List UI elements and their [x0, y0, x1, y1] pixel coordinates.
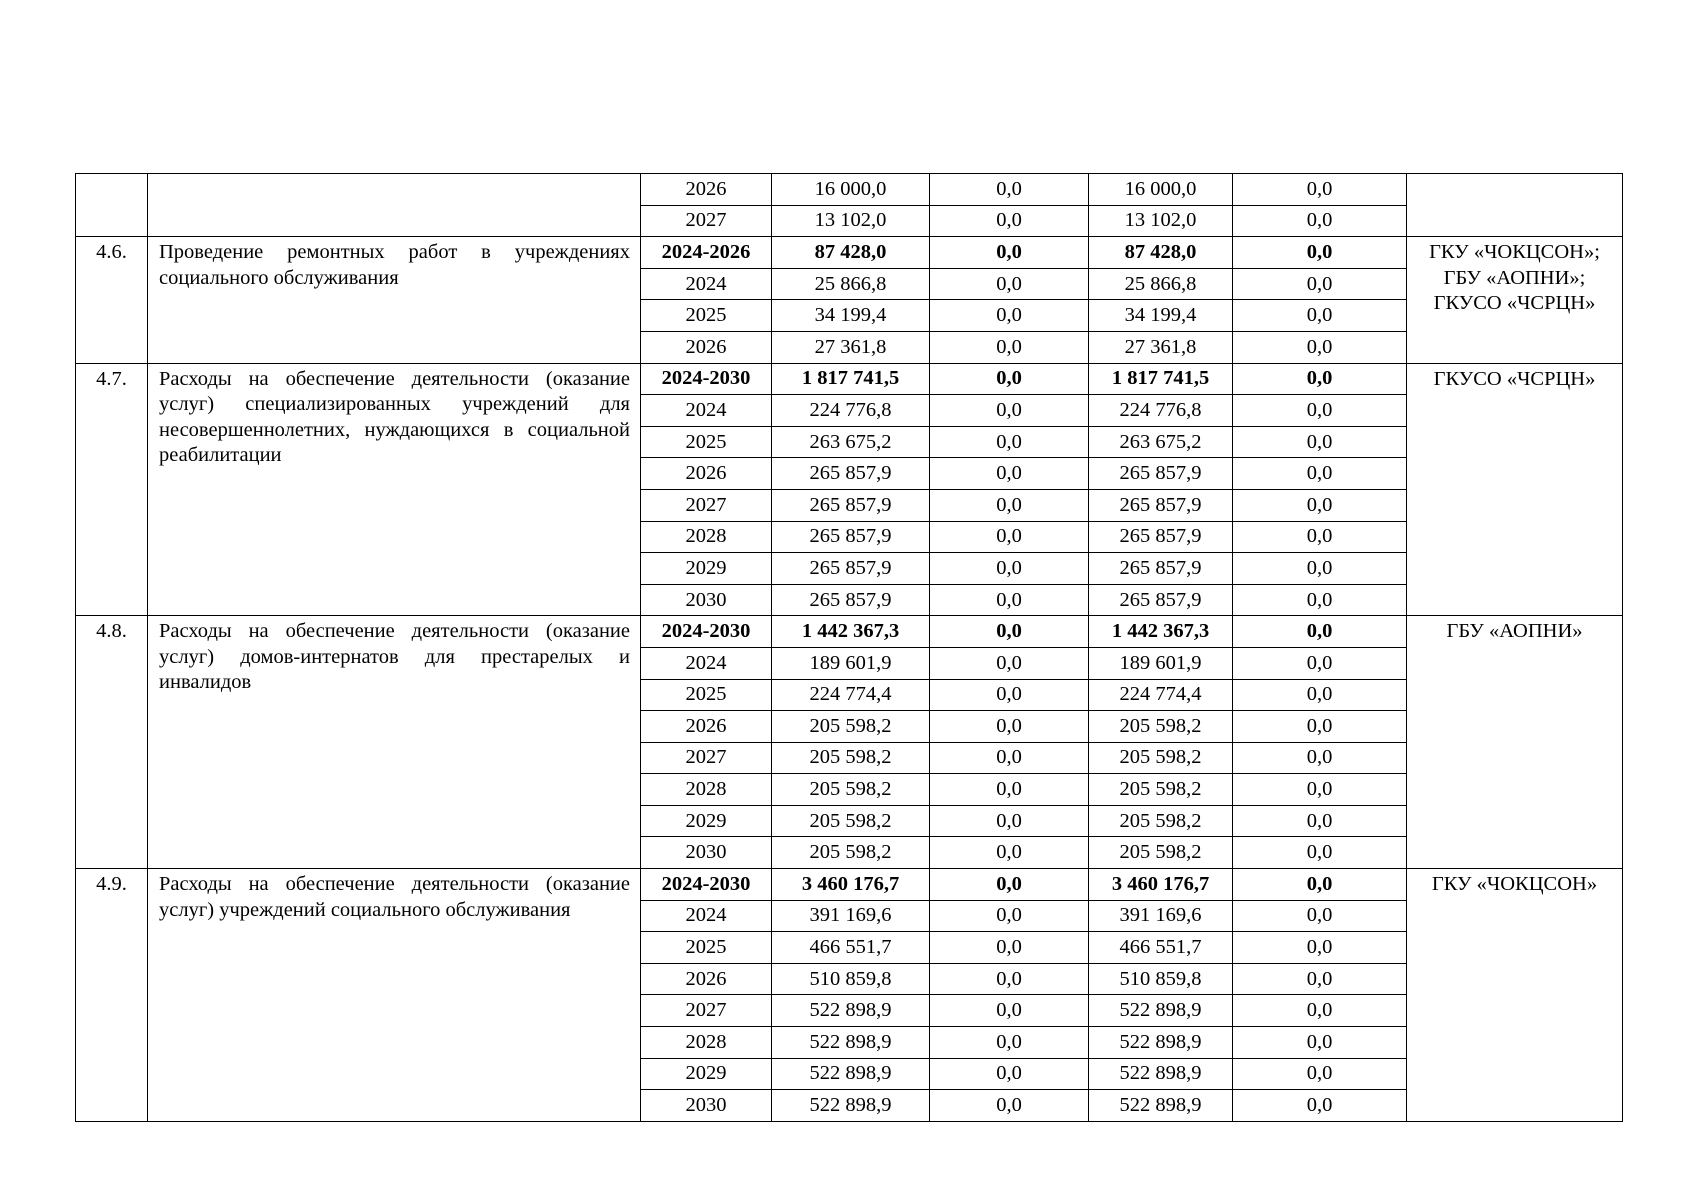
funding-source-2-cell: 205 598,2: [1089, 837, 1233, 869]
funding-source-1-cell: 0,0: [930, 995, 1089, 1027]
funding-source-1-cell: 0,0: [930, 742, 1089, 774]
funding-source-1-cell: 0,0: [930, 711, 1089, 743]
total-amount-cell: 265 857,9: [772, 458, 930, 490]
funding-source-3-cell: 0,0: [1233, 1090, 1407, 1122]
funding-source-2-cell: 205 598,2: [1089, 742, 1233, 774]
funding-source-2-cell: 1 817 741,5: [1089, 363, 1233, 395]
funding-source-1-cell: 0,0: [930, 426, 1089, 458]
total-amount-cell: 522 898,9: [772, 1058, 930, 1090]
executor-cell: ГБУ «АОПНИ»: [1407, 616, 1623, 869]
funding-source-1-cell: 0,0: [930, 237, 1089, 269]
funding-source-3-cell: 0,0: [1233, 774, 1407, 806]
total-amount-cell: 522 898,9: [772, 1027, 930, 1059]
funding-source-2-cell: 16 000,0: [1089, 174, 1233, 206]
funding-source-1-cell: 0,0: [930, 395, 1089, 427]
total-amount-cell: 1 442 367,3: [772, 616, 930, 648]
executor-cell: ГКУСО «ЧСРЦН»: [1407, 363, 1623, 616]
funding-source-3-cell: 0,0: [1233, 205, 1407, 237]
funding-source-2-cell: 1 442 367,3: [1089, 616, 1233, 648]
funding-source-1-cell: 0,0: [930, 774, 1089, 806]
total-amount-cell: 224 776,8: [772, 395, 930, 427]
total-amount-cell: 205 598,2: [772, 837, 930, 869]
total-amount-cell: 510 859,8: [772, 963, 930, 995]
period-cell: 2025: [641, 679, 772, 711]
period-cell: 2028: [641, 774, 772, 806]
funding-source-2-cell: 265 857,9: [1089, 553, 1233, 585]
period-cell: 2027: [641, 742, 772, 774]
period-cell: 2024: [641, 647, 772, 679]
total-amount-cell: 25 866,8: [772, 268, 930, 300]
funding-source-1-cell: 0,0: [930, 1058, 1089, 1090]
item-number-cell: 4.8.: [76, 616, 148, 869]
total-amount-cell: 16 000,0: [772, 174, 930, 206]
funding-source-1-cell: 0,0: [930, 300, 1089, 332]
period-cell: 2024-2030: [641, 363, 772, 395]
item-description-cell: Проведение ремонтных работ в учреждениях социального обслуживания: [148, 237, 641, 363]
funding-source-2-cell: 224 776,8: [1089, 395, 1233, 427]
funding-source-1-cell: 0,0: [930, 584, 1089, 616]
funding-source-3-cell: 0,0: [1233, 331, 1407, 363]
funding-source-3-cell: 0,0: [1233, 300, 1407, 332]
table-row: [76, 616, 1623, 648]
item-description-cell: Расходы на обеспечение деятельности (оказание услуг) учреждений социального обслуживания: [148, 869, 641, 1122]
table-row: [76, 174, 1623, 206]
funding-source-1-cell: 0,0: [930, 837, 1089, 869]
funding-source-3-cell: 0,0: [1233, 395, 1407, 427]
funding-source-3-cell: 0,0: [1233, 647, 1407, 679]
funding-source-2-cell: 87 428,0: [1089, 237, 1233, 269]
total-amount-cell: 205 598,2: [772, 805, 930, 837]
funding-source-1-cell: 0,0: [930, 363, 1089, 395]
period-cell: 2024-2026: [641, 237, 772, 269]
period-cell: 2030: [641, 837, 772, 869]
total-amount-cell: 224 774,4: [772, 679, 930, 711]
total-amount-cell: 205 598,2: [772, 774, 930, 806]
period-cell: 2027: [641, 489, 772, 521]
total-amount-cell: 13 102,0: [772, 205, 930, 237]
table-row: [76, 869, 1623, 901]
total-amount-cell: 189 601,9: [772, 647, 930, 679]
period-cell: 2025: [641, 932, 772, 964]
funding-source-3-cell: 0,0: [1233, 174, 1407, 206]
funding-source-3-cell: 0,0: [1233, 837, 1407, 869]
total-amount-cell: 265 857,9: [772, 553, 930, 585]
funding-source-2-cell: 189 601,9: [1089, 647, 1233, 679]
funding-source-2-cell: 205 598,2: [1089, 711, 1233, 743]
funding-source-2-cell: 224 774,4: [1089, 679, 1233, 711]
funding-source-3-cell: 0,0: [1233, 553, 1407, 585]
funding-source-1-cell: 0,0: [930, 805, 1089, 837]
budget-table-body: [76, 174, 1623, 1122]
funding-source-2-cell: 34 199,4: [1089, 300, 1233, 332]
period-cell: 2024: [641, 900, 772, 932]
funding-source-2-cell: 205 598,2: [1089, 805, 1233, 837]
total-amount-cell: 27 361,8: [772, 331, 930, 363]
funding-source-3-cell: 0,0: [1233, 268, 1407, 300]
funding-source-1-cell: 0,0: [930, 205, 1089, 237]
item-number-cell: 4.9.: [76, 869, 148, 1122]
period-cell: 2025: [641, 426, 772, 458]
total-amount-cell: 466 551,7: [772, 932, 930, 964]
period-cell: 2026: [641, 174, 772, 206]
funding-source-3-cell: 0,0: [1233, 679, 1407, 711]
period-cell: 2026: [641, 963, 772, 995]
funding-source-3-cell: 0,0: [1233, 963, 1407, 995]
funding-source-3-cell: 0,0: [1233, 237, 1407, 269]
funding-source-1-cell: 0,0: [930, 963, 1089, 995]
funding-source-3-cell: 0,0: [1233, 584, 1407, 616]
executor-cell: ГКУ «ЧОКЦСОН»; ГБУ «АОПНИ»; ГКУСО «ЧСРЦН»: [1407, 237, 1623, 363]
item-description-cell: Расходы на обеспечение деятельности (оказание услуг) специализированных учреждений для несовершеннолетних, нуждающихся в социальной реабилитации: [148, 363, 641, 616]
period-cell: 2028: [641, 1027, 772, 1059]
funding-source-2-cell: 3 460 176,7: [1089, 869, 1233, 901]
funding-source-1-cell: 0,0: [930, 932, 1089, 964]
funding-source-2-cell: 510 859,8: [1089, 963, 1233, 995]
total-amount-cell: 522 898,9: [772, 995, 930, 1027]
funding-source-1-cell: 0,0: [930, 1090, 1089, 1122]
item-description-cell: Расходы на обеспечение деятельности (оказание услуг) домов-интернатов для престарелых и инвалидов: [148, 616, 641, 869]
funding-source-3-cell: 0,0: [1233, 805, 1407, 837]
total-amount-cell: 263 675,2: [772, 426, 930, 458]
period-cell: 2026: [641, 711, 772, 743]
total-amount-cell: 3 460 176,7: [772, 869, 930, 901]
total-amount-cell: 34 199,4: [772, 300, 930, 332]
funding-source-3-cell: 0,0: [1233, 711, 1407, 743]
total-amount-cell: 265 857,9: [772, 584, 930, 616]
executor-cell: [1407, 174, 1623, 237]
period-cell: 2029: [641, 553, 772, 585]
funding-source-2-cell: 522 898,9: [1089, 1090, 1233, 1122]
total-amount-cell: 391 169,6: [772, 900, 930, 932]
period-cell: 2024-2030: [641, 616, 772, 648]
funding-source-1-cell: 0,0: [930, 869, 1089, 901]
period-cell: 2030: [641, 1090, 772, 1122]
total-amount-cell: 205 598,2: [772, 711, 930, 743]
funding-source-2-cell: 263 675,2: [1089, 426, 1233, 458]
funding-source-1-cell: 0,0: [930, 900, 1089, 932]
funding-source-2-cell: 265 857,9: [1089, 489, 1233, 521]
period-cell: 2026: [641, 331, 772, 363]
funding-source-3-cell: 0,0: [1233, 900, 1407, 932]
period-cell: 2029: [641, 805, 772, 837]
budget-table: [75, 173, 1623, 1122]
funding-source-3-cell: 0,0: [1233, 742, 1407, 774]
period-cell: 2026: [641, 458, 772, 490]
funding-source-3-cell: 0,0: [1233, 1058, 1407, 1090]
funding-source-1-cell: 0,0: [930, 679, 1089, 711]
funding-source-2-cell: 391 169,6: [1089, 900, 1233, 932]
total-amount-cell: 205 598,2: [772, 742, 930, 774]
period-cell: 2025: [641, 300, 772, 332]
funding-source-2-cell: 466 551,7: [1089, 932, 1233, 964]
period-cell: 2024: [641, 268, 772, 300]
table-row: [76, 363, 1623, 395]
funding-source-3-cell: 0,0: [1233, 521, 1407, 553]
period-cell: 2027: [641, 995, 772, 1027]
period-cell: 2030: [641, 584, 772, 616]
period-cell: 2029: [641, 1058, 772, 1090]
funding-source-2-cell: 522 898,9: [1089, 1027, 1233, 1059]
item-description-cell: [148, 174, 641, 237]
funding-source-2-cell: 25 866,8: [1089, 268, 1233, 300]
total-amount-cell: 265 857,9: [772, 489, 930, 521]
funding-source-1-cell: 0,0: [930, 331, 1089, 363]
funding-source-3-cell: 0,0: [1233, 995, 1407, 1027]
funding-source-3-cell: 0,0: [1233, 363, 1407, 395]
period-cell: 2024-2030: [641, 869, 772, 901]
funding-source-1-cell: 0,0: [930, 489, 1089, 521]
funding-source-2-cell: 205 598,2: [1089, 774, 1233, 806]
funding-source-2-cell: 522 898,9: [1089, 1058, 1233, 1090]
funding-source-1-cell: 0,0: [930, 553, 1089, 585]
funding-source-2-cell: 27 361,8: [1089, 331, 1233, 363]
funding-source-3-cell: 0,0: [1233, 616, 1407, 648]
total-amount-cell: 265 857,9: [772, 521, 930, 553]
funding-source-2-cell: 265 857,9: [1089, 458, 1233, 490]
table-row: [76, 237, 1623, 269]
item-number-cell: 4.6.: [76, 237, 148, 363]
total-amount-cell: 1 817 741,5: [772, 363, 930, 395]
funding-source-2-cell: 265 857,9: [1089, 584, 1233, 616]
funding-source-3-cell: 0,0: [1233, 932, 1407, 964]
item-number-cell: [76, 174, 148, 237]
funding-source-1-cell: 0,0: [930, 521, 1089, 553]
funding-source-3-cell: 0,0: [1233, 426, 1407, 458]
funding-source-1-cell: 0,0: [930, 616, 1089, 648]
period-cell: 2028: [641, 521, 772, 553]
item-number-cell: 4.7.: [76, 363, 148, 616]
funding-source-3-cell: 0,0: [1233, 1027, 1407, 1059]
funding-source-2-cell: 13 102,0: [1089, 205, 1233, 237]
funding-source-3-cell: 0,0: [1233, 458, 1407, 490]
total-amount-cell: 522 898,9: [772, 1090, 930, 1122]
period-cell: 2024: [641, 395, 772, 427]
funding-source-1-cell: 0,0: [930, 174, 1089, 206]
funding-source-1-cell: 0,0: [930, 647, 1089, 679]
funding-source-2-cell: 522 898,9: [1089, 995, 1233, 1027]
funding-source-2-cell: 265 857,9: [1089, 521, 1233, 553]
funding-source-3-cell: 0,0: [1233, 489, 1407, 521]
funding-source-1-cell: 0,0: [930, 1027, 1089, 1059]
funding-source-1-cell: 0,0: [930, 268, 1089, 300]
period-cell: 2027: [641, 205, 772, 237]
funding-source-1-cell: 0,0: [930, 458, 1089, 490]
funding-source-3-cell: 0,0: [1233, 869, 1407, 901]
executor-cell: ГКУ «ЧОКЦСОН»: [1407, 869, 1623, 1122]
total-amount-cell: 87 428,0: [772, 237, 930, 269]
